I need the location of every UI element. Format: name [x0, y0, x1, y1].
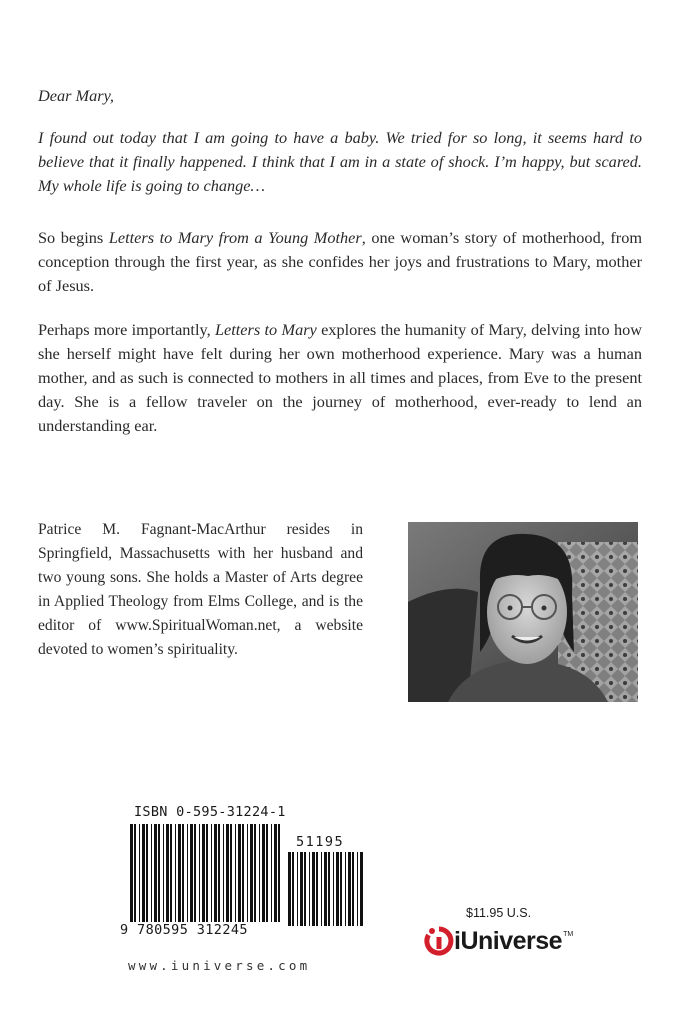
- barcode-bar: [139, 824, 140, 922]
- para2-suffix: explores the humanity of Mary, delving into how she herself might have felt during her own motherhood experience. Mary was a human mother, and as such is connected to mothers in all times and places, from Eve to the present day. She is a fellow traveler on the journey of motherhood, ever-ready to lend an understanding ear.: [38, 320, 642, 435]
- barcode-bar: [134, 824, 136, 922]
- barcode-bar: [190, 824, 193, 922]
- barcode-bar: [238, 824, 241, 922]
- barcode-bar: [226, 824, 229, 922]
- letter-excerpt: I found out today that I am going to have a baby. We tried for so long, it seems hard to believe that it finally happened. I think that I am in a state of shock. I’m happy, but scared. My whole life is going to change…: [38, 128, 642, 195]
- barcode-bar: [259, 824, 260, 922]
- barcode-bar: [211, 824, 212, 922]
- barcode-bar: [235, 824, 236, 922]
- intro-prefix: So begins: [38, 228, 109, 247]
- barcode-bar: [336, 852, 339, 926]
- price: $11.95 U.S.: [466, 906, 532, 920]
- barcode-bar: [166, 824, 169, 922]
- barcode-bar: [182, 824, 184, 922]
- barcode-bar: [348, 852, 351, 926]
- author-photo: [408, 522, 638, 702]
- barcode-bar: [324, 852, 327, 926]
- barcode-addon-digits: 51195: [296, 834, 345, 850]
- barcode-bar: [262, 824, 265, 922]
- barcode-bar: [130, 824, 133, 922]
- barcode-bar: [360, 852, 363, 926]
- barcode-bar: [223, 824, 224, 922]
- barcode-bar: [278, 824, 280, 922]
- barcode-bar: [146, 824, 148, 922]
- barcode-bar: [206, 824, 208, 922]
- barcode-bar: [218, 824, 220, 922]
- barcode-bar: [178, 824, 181, 922]
- intro-suffix: , one woman’s story of motherhood, from conception through the first year, as she confides her joys and frustrations to Mary, mother of Jesus.: [38, 228, 642, 295]
- barcode-bar: [292, 852, 294, 926]
- barcode-bar: [297, 852, 298, 926]
- barcode-bar: [321, 852, 322, 926]
- barcode-bar: [304, 852, 306, 926]
- author-photo-graphic: [408, 522, 638, 702]
- barcode-bar: [154, 824, 157, 922]
- barcode-bar: [194, 824, 196, 922]
- barcode-bar: [316, 852, 318, 926]
- barcode-bar: [271, 824, 272, 922]
- barcode-digits: 9 780595 312245: [120, 922, 248, 938]
- description-paragraph: [38, 318, 642, 438]
- barcode-bar: [247, 824, 248, 922]
- letter-salutation: Dear Mary,: [38, 86, 114, 105]
- para2-prefix: Perhaps more importantly,: [38, 320, 215, 339]
- barcode-bar: [151, 824, 152, 922]
- barcode-bar: [254, 824, 256, 922]
- barcode-bar: [288, 852, 291, 926]
- author-bio: Patrice M. Fagnant-MacArthur resides in Springfield, Massachusetts with her husband and two young sons. She holds a Master of Arts degree in Applied Theology from Elms College, and is the editor of www.SpiritualWoman.net, a website devoted to women’s spirituality.: [38, 521, 363, 658]
- barcode-bar: [214, 824, 217, 922]
- barcode-area: [118, 804, 368, 946]
- barcode-bar: [340, 852, 342, 926]
- barcode-bar: [230, 824, 232, 922]
- book-short-title: Letters to Mary: [214, 320, 317, 339]
- barcode-bar: [309, 852, 310, 926]
- barcode-bar: [187, 824, 188, 922]
- barcode-bar: [300, 852, 303, 926]
- barcode-bar: [142, 824, 145, 922]
- publisher-website: www.iuniverse.com: [128, 958, 311, 973]
- barcode-bar: [175, 824, 176, 922]
- book-title: Letters to Mary from a Young Mother: [108, 228, 362, 247]
- barcode-bar: [158, 824, 160, 922]
- barcode-bar: [163, 824, 164, 922]
- barcode-bar: [312, 852, 315, 926]
- barcode-bar: [333, 852, 334, 926]
- isbn-label: ISBN 0-595-31224-1: [134, 804, 286, 820]
- barcode-bar: [274, 824, 277, 922]
- publisher-name: iUniverse: [454, 926, 563, 955]
- barcode-bar: [199, 824, 200, 922]
- publisher-logo: [424, 926, 573, 956]
- barcode-bar: [170, 824, 172, 922]
- barcode-bar: [328, 852, 330, 926]
- barcode-bar: [202, 824, 205, 922]
- barcode-bar: [352, 852, 354, 926]
- iuniverse-logo-icon: [424, 926, 454, 956]
- barcode-bar: [242, 824, 244, 922]
- barcode-bar: [357, 852, 358, 926]
- trademark-symbol: TM: [563, 931, 574, 938]
- description-intro: [38, 226, 642, 298]
- barcode-bar: [345, 852, 346, 926]
- barcode-bar: [266, 824, 268, 922]
- barcode-bar: [250, 824, 253, 922]
